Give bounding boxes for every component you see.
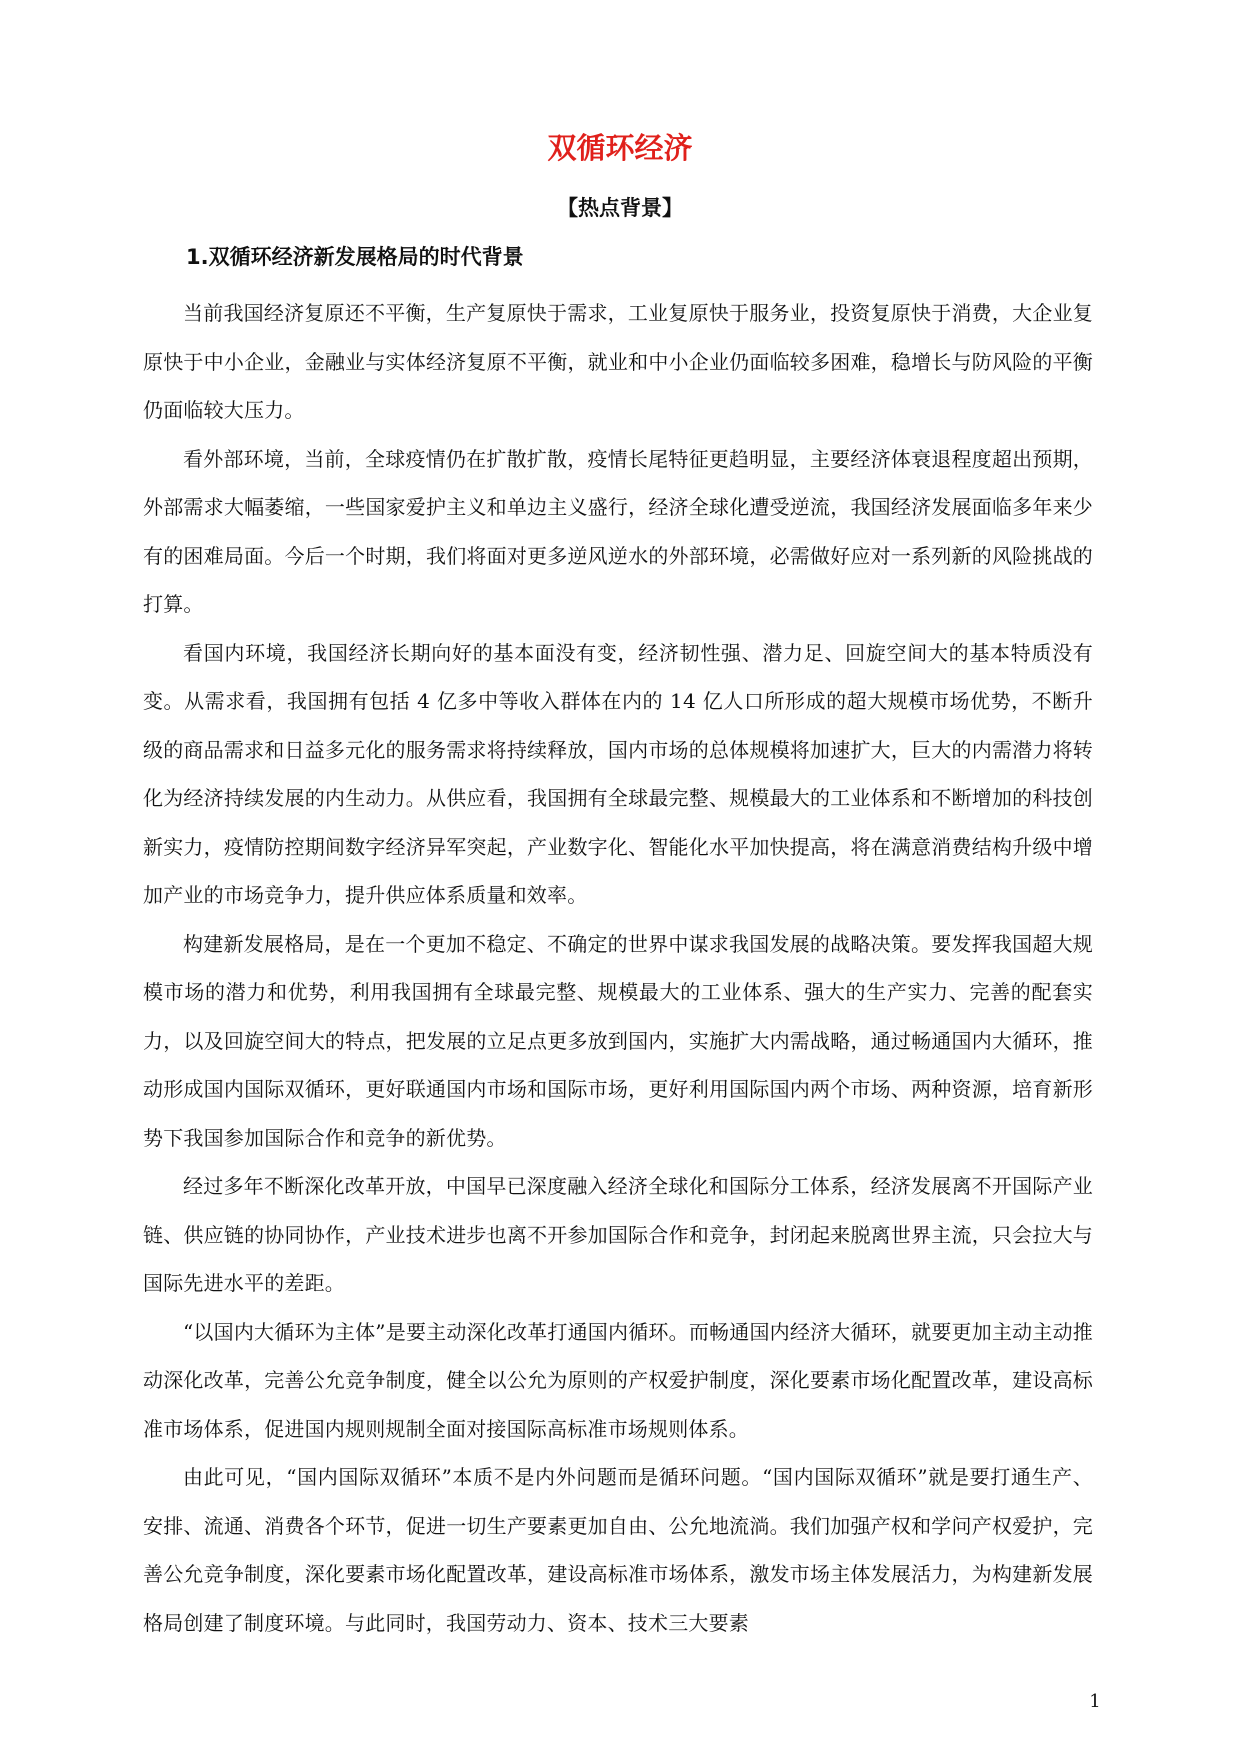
paragraph-5: 经过多年不断深化改革开放，中国早已深度融入经济全球化和国际分工体系，经济发展离不开国际产业链、供应链的协同协作，产业技术进步也离不开参加国际合作和竞争，封闭起来脱离世界主流，只会拉大与国际先进水平的差距。 xyxy=(143,1174,1093,1295)
subheading: 1.双循环经济新发展格局的时代背景 xyxy=(186,245,524,269)
page-title: 双循环经济 xyxy=(547,131,693,165)
paragraph-7: 由此可见，“国内国际双循环”本质不是内外问题而是循环问题。“国内国际双循环”就是要打通生产、安排、流通、消费各个环节，促进一切生产要素更加自由、公允地流淌。我们加强产权和学问产权爱护，完善公允竞争制度，深化要素市场化配置改革，建设高标准市场体系，激发市场主体发展活力，为构建新发展格局创建了制度环境。与此同时，我国劳动力、资本、技术三大要素 xyxy=(143,1465,1093,1635)
paragraph-6: “以国内大循环为主体”是要主动深化改革打通国内循环。而畅通国内经济大循环，就要更加主动主动推动深化改革，完善公允竞争制度，健全以公允为原则的产权爱护制度，深化要素市场化配置改革，建设高标准市场体系，促进国内规则规制全面对接国际高标准市场规则体系。 xyxy=(143,1319,1093,1441)
paragraph-3: 看国内环境，我国经济长期向好的基本面没有变，经济韧性强、潜力足、回旋空间大的基本特质没有变。从需求看，我国拥有包括 4 亿多中等收入群体在内的 14 亿人口所形成的超大规模市场优势，不断升级的商品需求和日益多元化的服务需求将持续释放，国内市场的总体规模将加速扩大，巨大的内需潜力将转化为经济持续发展的内生动力。从供应看，我国拥有全球最完整、规模最大的工业体系和不断增加的科技创新实力，疫情防控期间数字经济异军突起，产业数字化、智能化水平加快提高，将在满意消费结构升级中增加产业的市场竞争力，提升供应体系质量和效率。 xyxy=(143,640,1093,907)
page-number: 1 xyxy=(1089,1691,1101,1712)
section-label: 【热点背景】 xyxy=(557,196,683,220)
body-text xyxy=(143,289,1093,1647)
paragraph-4: 构建新发展格局，是在一个更加不稳定、不确定的世界中谋求我国发展的战略决策。要发挥我国超大规模市场的潜力和优势，利用我国拥有全球最完整、规模最大的工业体系、强大的生产实力、完善的配套实力，以及回旋空间大的特点，把发展的立足点更多放到国内，实施扩大内需战略，通过畅通国内大循环，推动形成国内国际双循环，更好联通国内市场和国际市场，更好利用国际国内两个市场、两种资源，培育新形势下我国参加国际合作和竞争的新优势。 xyxy=(143,931,1093,1150)
paragraph-1: 当前我国经济复原还不平衡，生产复原快于需求，工业复原快于服务业，投资复原快于消费，大企业复原快于中小企业，金融业与实体经济复原不平衡，就业和中小企业仍面临较多困难，稳增长与防风险的平衡仍面临较大压力。 xyxy=(143,301,1093,422)
paragraph-2: 看外部环境，当前，全球疫情仍在扩散扩散，疫情长尾特征更趋明显，主要经济体衰退程度超出预期，外部需求大幅萎缩，一些国家爱护主义和单边主义盛行，经济全球化遭受逆流，我国经济发展面临多年来少有的困难局面。今后一个时期，我们将面对更多逆风逆水的外部环境，必需做好应对一系列新的风险挑战的打算。 xyxy=(143,446,1093,616)
